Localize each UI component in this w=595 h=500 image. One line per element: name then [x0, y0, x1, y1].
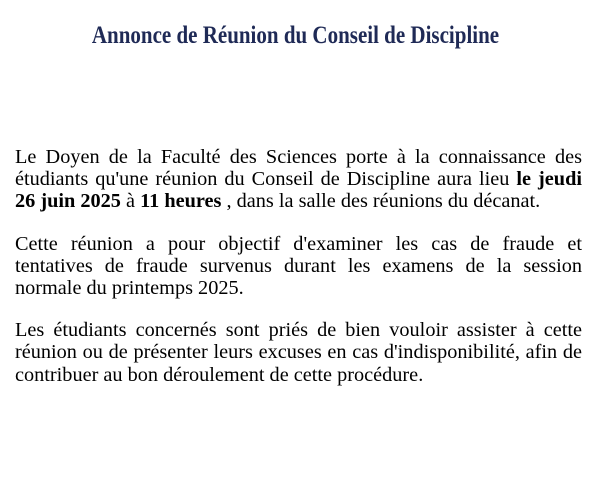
paragraph-meeting-details: [15, 146, 582, 213]
meeting-date: le jeudi 26 juin 2025: [15, 168, 583, 213]
paragraph-intro-text: Le Doyen de la Faculté des Sciences porte à la connaissance des étudiants qu'une réunion du Conseil de Discipline aura lieu: [15, 146, 582, 191]
paragraph-location-text: , dans la salle des réunions du décanat.: [221, 190, 541, 213]
document-body: [15, 146, 582, 386]
paragraph-instructions: Les étudiants concernés sont priés de bien vouloir assister à cette réunion ou de présenter leurs excuses en cas d'indisponibilité, afin de contribuer au bon déroulement de cette procédure.: [15, 319, 582, 386]
paragraph-connector-text: à: [120, 190, 141, 213]
meeting-time: 11 heures: [140, 190, 222, 213]
paragraph-objective: Cette réunion a pour objectif d'examiner les cas de fraude et tentatives de fraude survenus durant les examens de la session normale du printemps 2025.: [15, 232, 582, 300]
document-title: Annonce de Réunion du Conseil de Discipline: [91, 22, 500, 49]
